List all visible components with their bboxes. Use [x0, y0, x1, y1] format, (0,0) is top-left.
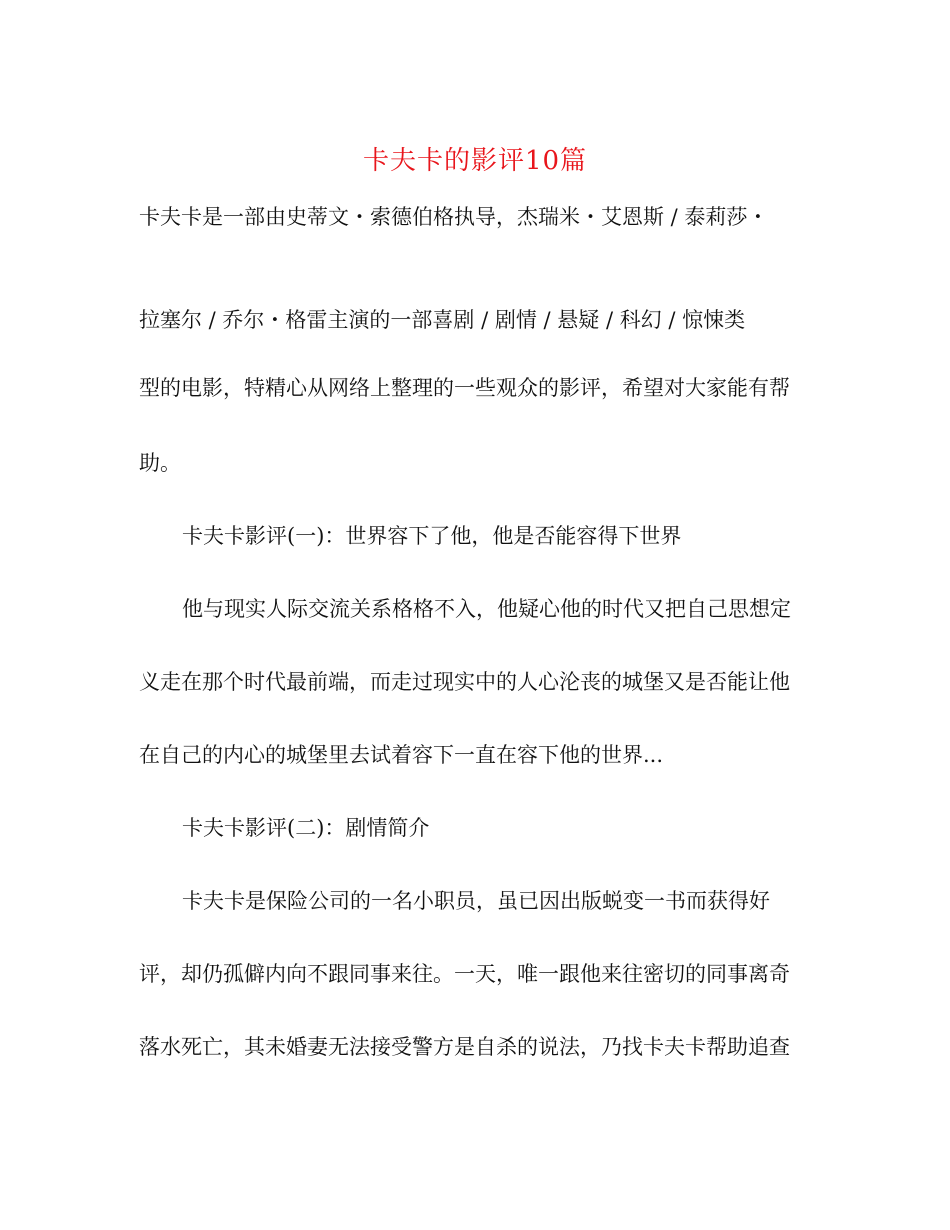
intro-line-1: 卡夫卡是一部由史蒂文・索德伯格执导，杰瑞米・艾恩斯 / 泰莉莎・: [139, 205, 769, 229]
review-1-line-1: 他与现实人际交流关系格格不入，他疑心他的时代又把自己思想定: [182, 597, 791, 621]
review-1-line-3: 在自己的内心的城堡里去试着容下一直在容下他的世界...: [139, 743, 664, 767]
review-2-line-2: 评，却仍孤僻内向不跟同事来往。一天，唯一跟他来往密切的同事离奇: [139, 962, 790, 986]
review-1-line-2: 义走在那个时代最前端，而走过现实中的人心沦丧的城堡又是否能让他: [139, 670, 790, 694]
review-1-heading: 卡夫卡影评(一)：世界容下了他，他是否能容得下世界: [182, 524, 682, 548]
intro-line-2: 拉塞尔 / 乔尔・格雷主演的一部喜剧 / 剧情 / 悬疑 / 科幻 / 惊悚类: [139, 308, 746, 332]
document-title: 卡夫卡的影评10篇: [362, 146, 588, 176]
intro-line-3: 型的电影，特精心从网络上整理的一些观众的影评，希望对大家能有帮: [139, 376, 790, 400]
review-2-heading: 卡夫卡影评(二)：剧情简介: [182, 816, 430, 840]
review-2-line-1: 卡夫卡是保险公司的一名小职员，虽已因出版蜕变一书而获得好: [182, 889, 770, 913]
review-2-line-3: 落水死亡，其未婚妻无法接受警方是自杀的说法，乃找卡夫卡帮助追查: [139, 1035, 790, 1059]
intro-line-4: 助。: [139, 451, 181, 475]
